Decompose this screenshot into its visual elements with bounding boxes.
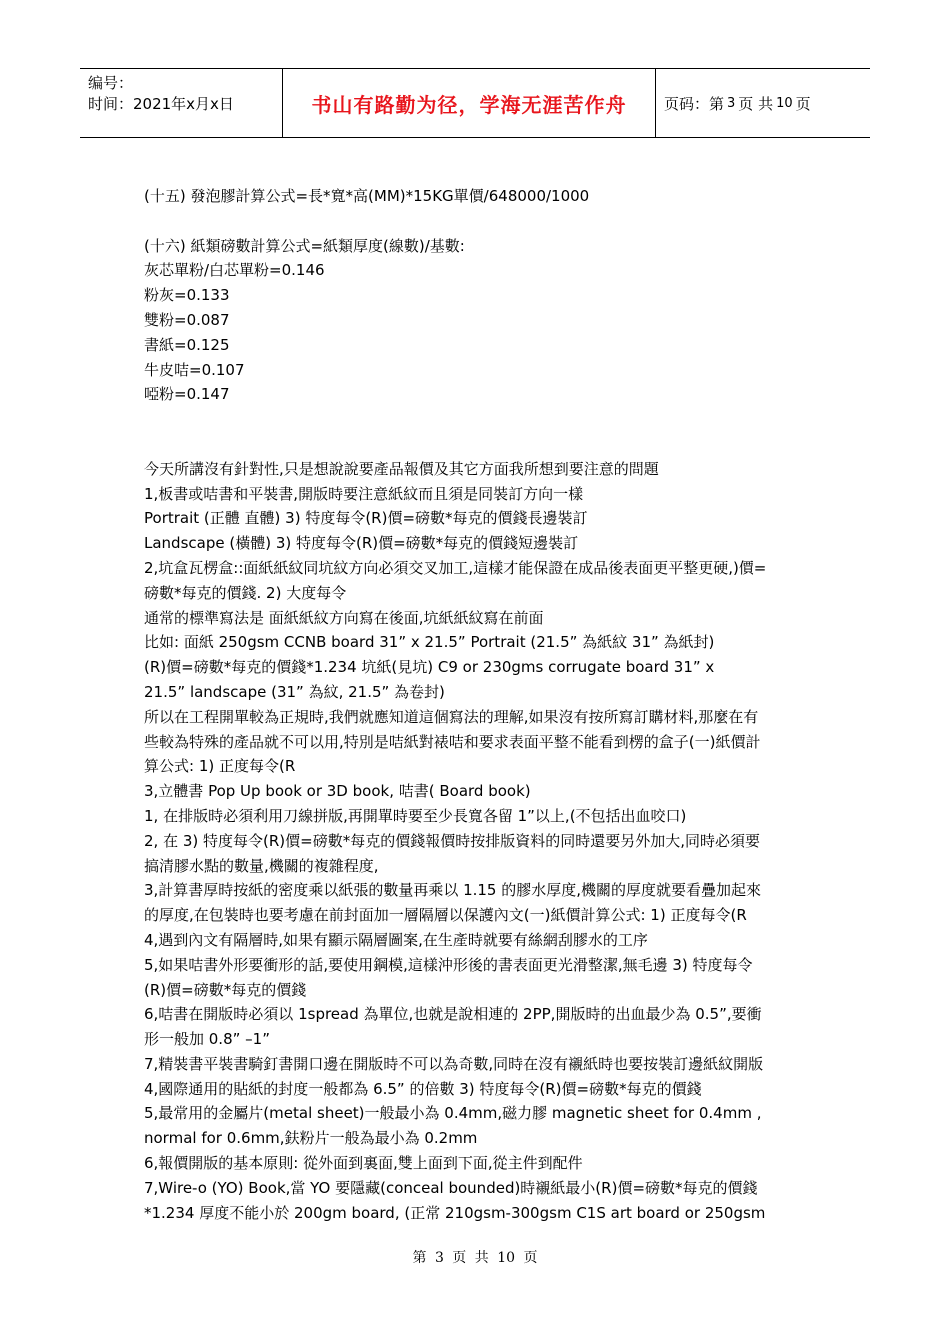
text-line: 6,咭書在開版時必須以 1spread 為單位,也就是說相連的 2PP,開版時的出血最少為 0.5”,要衝 xyxy=(144,1005,762,1024)
text-line: 3,計算書厚時按紙的密度乘以紙張的數量再乘以 1.15 的膠水厚度,機關的厚度就要看疊加起來 xyxy=(144,881,762,900)
text-line: *1.234 厚度不能小於 200gm board, (正常 210gsm-300gsm C1S art board or 250gsm xyxy=(144,1203,766,1222)
text-line: 形一般加 0.8” –1” xyxy=(144,1030,270,1049)
text-line: 所以在工程開單較為正規時,我們就應知道這個寫法的理解,如果沒有按所寫訂購材料,那麼在有 xyxy=(144,707,759,726)
text-line: 3,立體書 Pop Up book or 3D book, 咭書( Board book) xyxy=(144,782,531,801)
text-line: 灰芯單粉/白芯單粉=0.146 xyxy=(144,261,325,280)
text-line: 些較為特殊的產品就不可以用,特別是咭紙對裱咭和要求表面平整不能看到楞的盒子(一)紙價計 xyxy=(144,732,761,751)
text-line: (R)價=磅數*每克的價錢 xyxy=(144,980,307,999)
text-line: Portrait (正體 直體) 3) 特度每令(R)價=磅數*每克的價錢長邊裝訂 xyxy=(144,509,588,528)
page-total: 10 xyxy=(776,95,793,111)
text-line: 今天所講沒有針對性,只是想說說要產品報價及其它方面我所想到要注意的問題 xyxy=(144,459,659,478)
text-line xyxy=(144,209,824,234)
page-footer: 第 3 页 共 10 页 xyxy=(412,1250,538,1266)
text-line xyxy=(144,407,824,432)
page-prefix: 页码：第 xyxy=(664,94,725,113)
header-meta xyxy=(80,69,282,137)
text-line: 粉灰=0.133 xyxy=(144,286,230,305)
text-line: 1,板書或咭書和平裝書,開版時要注意紙紋而且須是同裝訂方向一樣 xyxy=(144,484,584,503)
text-line: 7,Wire-o (YO) Book,當 YO 要隱藏(conceal bounded)時襯紙最小(R)價=磅數*每克的價錢 xyxy=(144,1178,758,1197)
page-mid: 页 共 xyxy=(738,94,774,113)
text-line xyxy=(144,432,824,457)
text-line: 的厚度,在包裝時也要考慮在前封面加一層隔層以保護內文(一)紙價計算公式: 1) 正度每令(R xyxy=(144,906,747,925)
document-body xyxy=(144,184,824,1225)
text-line: 5,如果咭書外形要衝形的話,要使用鋼模,這樣沖形後的書表面更光滑整潔,無毛邊 3) 特度每令 xyxy=(144,955,753,974)
text-line: 雙粉=0.087 xyxy=(144,310,230,329)
header-page-number xyxy=(656,69,870,137)
text-line: 通常的標準寫法是 面紙紙紋方向寫在後面,坑紙紙紋寫在前面 xyxy=(144,608,544,627)
page-current: 3 xyxy=(727,95,736,111)
text-line: 2, 在 3) 特度每令(R)價=磅數*每克的價錢報價時按排版資料的同時還要另外加大,同時必須要 xyxy=(144,831,760,850)
text-line: (十六) 紙類磅數計算公式=紙類厚度(線數)/基數: xyxy=(144,236,465,255)
page-suffix: 页 xyxy=(795,94,811,113)
text-line: (R)價=磅數*每克的價錢*1.234 坑紙(見坑) C9 or 230gms corrugate board 31” x xyxy=(144,658,715,677)
text-line: normal for 0.6mm,鈇粉片一般為最小為 0.2mm xyxy=(144,1129,478,1148)
text-line: 1, 在排版時必須利用刀線拼版,再開單時要至少長寬各留 1”以上,(不包括出血咬口) xyxy=(144,806,687,825)
text-line: 5,最常用的金屬片(metal sheet)一般最小為 0.4mm,磁力膠 magnetic sheet for 0.4mm , xyxy=(144,1104,762,1123)
text-line: 4,遇到內文有隔層時,如果有顯示隔層圖案,在生產時就要有絲網刮膠水的工序 xyxy=(144,930,648,949)
text-line: 搞清膠水點的數量,機關的複雜程度, xyxy=(144,856,379,875)
text-line: 啞粉=0.147 xyxy=(144,385,230,404)
text-line: 4,國際通用的貼紙的封度一般都為 6.5” 的倍數 3) 特度每令(R)價=磅數*每克的價錢 xyxy=(144,1079,702,1098)
text-line: (十五) 發泡膠計算公式=長*寬*高(MM)*15KG單價/648000/1000 xyxy=(144,187,590,205)
text-line: 牛皮咭=0.107 xyxy=(144,360,245,379)
text-line: Landscape (橫體) 3) 特度每令(R)價=磅數*每克的價錢短邊裝訂 xyxy=(144,534,579,553)
text-line: 21.5” landscape (31” 為紋, 21.5” 為卷封) xyxy=(144,682,445,701)
text-line: 6,報價開版的基本原則: 從外面到裏面,雙上面到下面,從主件到配件 xyxy=(144,1154,583,1173)
text-line: 2,坑盒瓦楞盒::面紙紙紋同坑紋方向必須交叉加工,這樣才能保證在成品後表面更平整更硬,)價= xyxy=(144,558,767,577)
text-line: 7,精裝書平裝書騎釘書開口邊在開版時不可以為奇數,同時在沒有襯紙時也要按裝訂邊紙紋開版 xyxy=(144,1054,764,1073)
text-line: 磅數*每克的價錢. 2) 大度每令 xyxy=(144,583,347,602)
text-line: 算公式: 1) 正度每令(R xyxy=(144,757,296,776)
page-header xyxy=(80,68,870,138)
header-motto: 书山有路勤为径，学海无涯苦作舟 xyxy=(282,69,656,137)
date-label: 时间：2021年x月x日 xyxy=(88,95,234,113)
text-line: 書紙=0.125 xyxy=(144,335,230,354)
number-label: 编号： xyxy=(88,74,134,92)
text-line: 比如: 面紙 250gsm CCNB board 31” x 21.5” Portrait (21.5” 為紙紋 31” 為紙封) xyxy=(144,633,715,652)
